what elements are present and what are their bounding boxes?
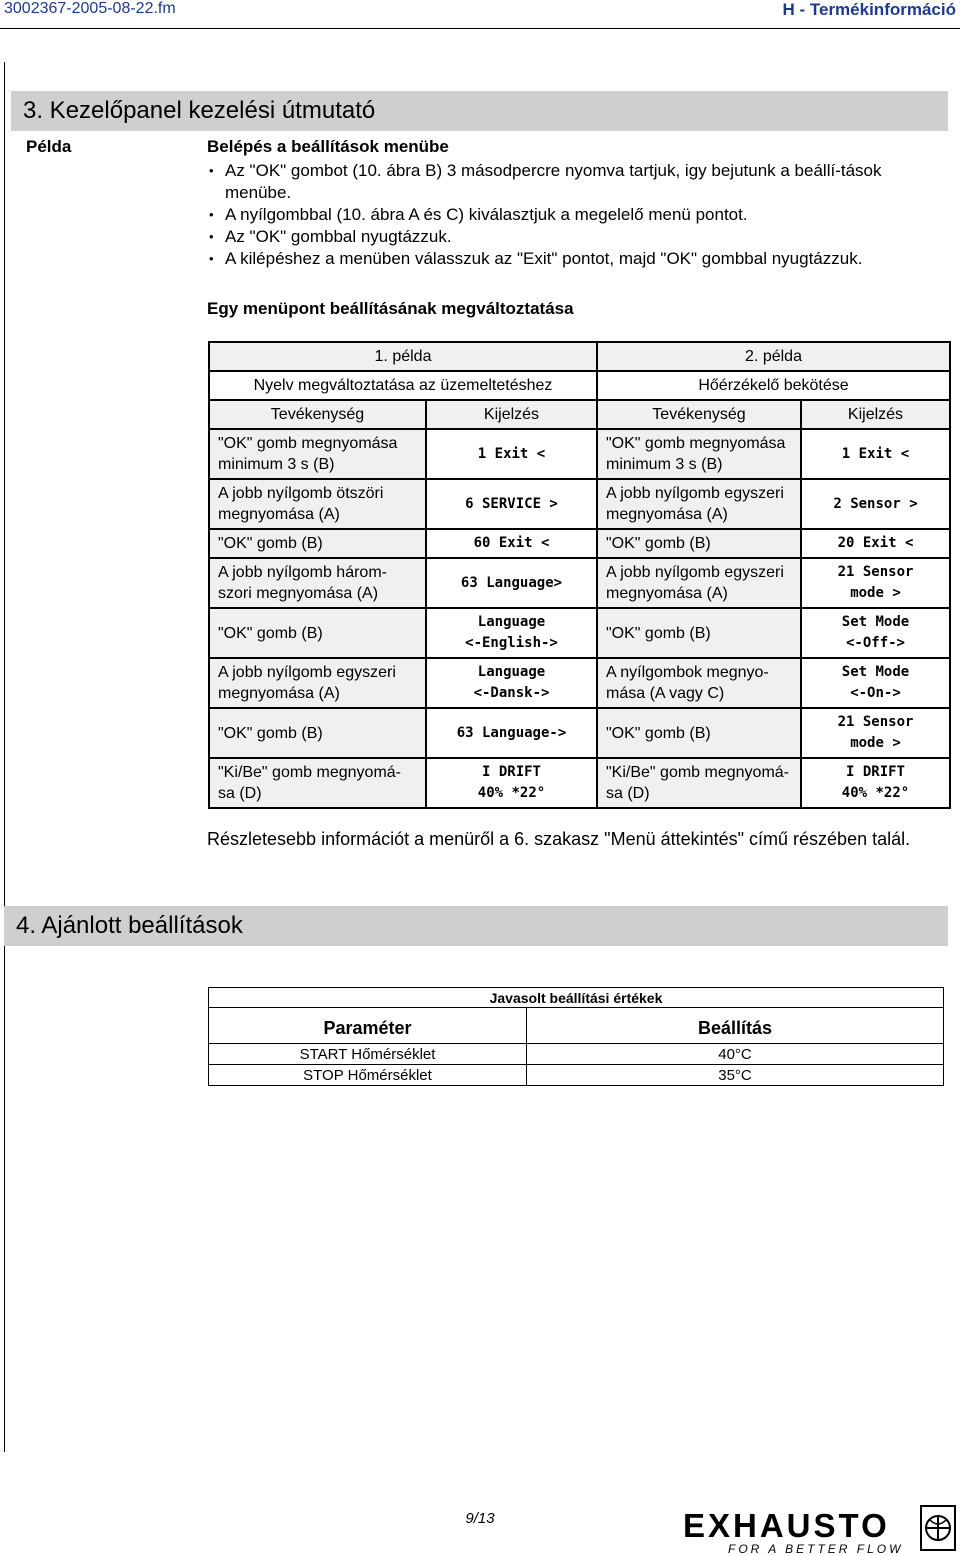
example-side-label: Példa bbox=[26, 137, 72, 156]
display-cell bbox=[801, 479, 950, 529]
activity-cell bbox=[209, 558, 426, 608]
lcd-line: 1 Exit < bbox=[477, 445, 546, 462]
lcd-display bbox=[427, 723, 596, 744]
recommended-settings-table bbox=[208, 987, 944, 1086]
param-cell: STOP Hőmérséklet bbox=[209, 1065, 527, 1086]
display-cell bbox=[801, 608, 950, 658]
lcd-line: <-On-> bbox=[850, 685, 901, 701]
example-table bbox=[208, 341, 951, 809]
display-cell bbox=[801, 529, 950, 558]
header-filename: 3002367-2005-08-22.fm bbox=[4, 0, 176, 17]
section-4-title: 4. Ajánlott beállítások bbox=[4, 906, 948, 946]
subheading-change-setting: Egy menüpont beállításának megváltoztatása bbox=[207, 299, 574, 318]
lcd-line: Language bbox=[477, 614, 546, 630]
instruction-item: • Az "OK" gombot (10. ábra B) 3 másodpercre nyomva tartjuk, igy bejutunk a beállí-tások menübe. bbox=[207, 160, 947, 204]
lcd-display bbox=[802, 712, 949, 754]
activity-cell bbox=[209, 529, 426, 558]
lcd-line: I DRIFT bbox=[845, 764, 905, 780]
page-number: 9/13 bbox=[465, 1510, 495, 1527]
display-cell bbox=[426, 708, 597, 758]
subheading-enter-menu: Belépés a beállítások menübe bbox=[207, 137, 449, 156]
activity-cell bbox=[597, 758, 801, 808]
col-header-activity: Tevékenység bbox=[209, 400, 426, 429]
example-table-row bbox=[209, 558, 950, 608]
instruction-item: • A nyílgombbal (10. ábra A és C) kiválasztjuk a megelelő menü pontot. bbox=[207, 204, 947, 226]
lcd-line: 63 Language> bbox=[460, 574, 563, 591]
col-header-parameter: Paraméter bbox=[209, 1008, 527, 1044]
lcd-display bbox=[802, 562, 949, 604]
lcd-line: I DRIFT bbox=[481, 764, 541, 780]
lcd-line: Language bbox=[477, 664, 546, 680]
param-cell: START Hőmérséklet bbox=[209, 1044, 527, 1065]
value-cell: 40°C bbox=[527, 1044, 944, 1065]
margin-rule bbox=[4, 62, 5, 1452]
display-cell bbox=[426, 758, 597, 808]
activity-text: A jobb nyílgomb egyszeri megnyomása (A) bbox=[606, 564, 784, 602]
activity-text: "OK" gomb megnyomása minimum 3 s (B) bbox=[606, 435, 786, 473]
example-table-row bbox=[209, 479, 950, 529]
lcd-line: 40% *22° bbox=[477, 785, 546, 801]
lcd-line: 1 Exit < bbox=[841, 445, 910, 462]
header-rule bbox=[0, 28, 960, 29]
instruction-list bbox=[207, 160, 947, 270]
lcd-line: 63 Language-> bbox=[456, 724, 567, 741]
lcd-display bbox=[427, 444, 596, 465]
value-cell: 35°C bbox=[527, 1065, 944, 1086]
col-header-display: Kijelzés bbox=[426, 400, 597, 429]
lcd-line: 60 Exit < bbox=[473, 535, 550, 551]
example-2-title: 2. példa bbox=[597, 342, 950, 371]
lcd-display bbox=[802, 494, 949, 515]
example-table-body bbox=[209, 429, 950, 808]
display-cell bbox=[426, 658, 597, 708]
activity-cell bbox=[209, 758, 426, 808]
activity-cell bbox=[597, 708, 801, 758]
example-1-subtitle: Nyelv megváltoztatása az üzemeltetéshez bbox=[209, 371, 597, 400]
activity-text: "OK" gomb (B) bbox=[218, 535, 323, 552]
display-cell bbox=[801, 758, 950, 808]
lcd-display bbox=[427, 494, 596, 515]
activity-cell bbox=[209, 479, 426, 529]
activity-text: "Ki/Be" gomb megnyomá-sa (D) bbox=[606, 764, 789, 802]
activity-cell bbox=[597, 429, 801, 479]
section-3-title: 3. Kezelőpanel kezelési útmutató bbox=[11, 91, 948, 131]
activity-cell bbox=[597, 558, 801, 608]
recommended-table-title: Javasolt beállítási értékek bbox=[209, 988, 944, 1008]
company-logo: EXHAUSTO bbox=[683, 1507, 890, 1544]
lcd-line: Set Mode bbox=[841, 614, 910, 630]
company-tagline: FOR A BETTER FLOW bbox=[728, 1542, 904, 1556]
activity-text: "OK" gomb (B) bbox=[606, 535, 711, 552]
activity-text: "OK" gomb (B) bbox=[606, 724, 711, 742]
lcd-display bbox=[802, 612, 949, 654]
activity-text: "OK" gomb megnyomása minimum 3 s (B) bbox=[218, 435, 398, 473]
activity-cell bbox=[597, 608, 801, 658]
activity-text: "OK" gomb (B) bbox=[606, 624, 711, 642]
example-table-row bbox=[209, 529, 950, 558]
instruction-item: • A kilépéshez a menüben válasszuk az "Exit" pontot, majd "OK" gombbal nyugtázzuk. bbox=[207, 248, 947, 270]
lcd-display bbox=[802, 662, 949, 704]
col-header-setting: Beállítás bbox=[527, 1008, 944, 1044]
display-cell bbox=[426, 608, 597, 658]
col-header-display: Kijelzés bbox=[801, 400, 950, 429]
lcd-line: mode > bbox=[850, 735, 901, 751]
display-cell bbox=[801, 708, 950, 758]
lcd-line: mode > bbox=[850, 585, 901, 601]
lcd-display bbox=[427, 573, 596, 594]
activity-text: "OK" gomb (B) bbox=[218, 724, 323, 742]
activity-cell bbox=[209, 608, 426, 658]
example-table-row bbox=[209, 658, 950, 708]
lcd-display bbox=[802, 533, 949, 554]
col-header-activity: Tevékenység bbox=[597, 400, 801, 429]
display-cell bbox=[426, 529, 597, 558]
lcd-line: <-Off-> bbox=[845, 635, 905, 651]
activity-text: A jobb nyílgomb egyszeri megnyomása (A) bbox=[218, 664, 396, 702]
display-cell bbox=[426, 429, 597, 479]
instruction-item: • Az "OK" gombbal nyugtázzuk. bbox=[207, 226, 947, 248]
activity-text: A jobb nyílgomb egyszeri megnyomása (A) bbox=[606, 485, 784, 523]
example-table-row bbox=[209, 429, 950, 479]
lcd-line: <-English-> bbox=[465, 635, 558, 651]
activity-text: "Ki/Be" gomb megnyomá-sa (D) bbox=[218, 764, 401, 802]
example-table-row bbox=[209, 758, 950, 808]
lcd-line: 21 Sensor bbox=[837, 714, 914, 730]
display-cell bbox=[801, 558, 950, 608]
example-1-title: 1. példa bbox=[209, 342, 597, 371]
display-cell bbox=[801, 429, 950, 479]
lcd-line: 20 Exit < bbox=[837, 535, 914, 551]
example-2-subtitle: Hőérzékelő bekötése bbox=[597, 371, 950, 400]
lcd-display bbox=[427, 533, 596, 554]
lcd-display bbox=[427, 762, 596, 804]
activity-cell bbox=[209, 708, 426, 758]
activity-cell bbox=[597, 658, 801, 708]
activity-cell bbox=[209, 658, 426, 708]
lcd-line: 21 Sensor bbox=[837, 564, 914, 580]
activity-cell bbox=[209, 429, 426, 479]
activity-text: A jobb nyílgomb három-szori megnyomása (A) bbox=[218, 564, 387, 602]
activity-text: "OK" gomb (B) bbox=[218, 624, 323, 642]
display-cell bbox=[801, 658, 950, 708]
lcd-line: 40% *22° bbox=[841, 785, 910, 801]
display-cell bbox=[426, 479, 597, 529]
lcd-display bbox=[427, 612, 596, 654]
activity-text: A nyílgombok megnyo-mása (A vagy C) bbox=[606, 664, 769, 702]
activity-cell bbox=[597, 479, 801, 529]
example-table-row bbox=[209, 608, 950, 658]
lcd-display bbox=[802, 444, 949, 465]
lcd-line: 6 SERVICE > bbox=[465, 495, 558, 512]
lcd-line: 2 Sensor > bbox=[833, 495, 918, 512]
lcd-display bbox=[802, 762, 949, 804]
lcd-line: Set Mode bbox=[841, 664, 910, 680]
activity-text: A jobb nyílgomb ötszöri megnyomása (A) bbox=[218, 485, 384, 523]
activity-cell bbox=[597, 529, 801, 558]
header-section: H - Termékinformáció bbox=[782, 0, 956, 19]
lcd-line: <-Dansk-> bbox=[473, 685, 550, 701]
logo-emblem-icon bbox=[920, 1505, 956, 1551]
lcd-display bbox=[427, 662, 596, 704]
display-cell bbox=[426, 558, 597, 608]
detail-note: Részletesebb információt a menüről a 6. szakasz "Menü áttekintés" című részében talál. bbox=[207, 829, 911, 849]
example-table-row bbox=[209, 708, 950, 758]
